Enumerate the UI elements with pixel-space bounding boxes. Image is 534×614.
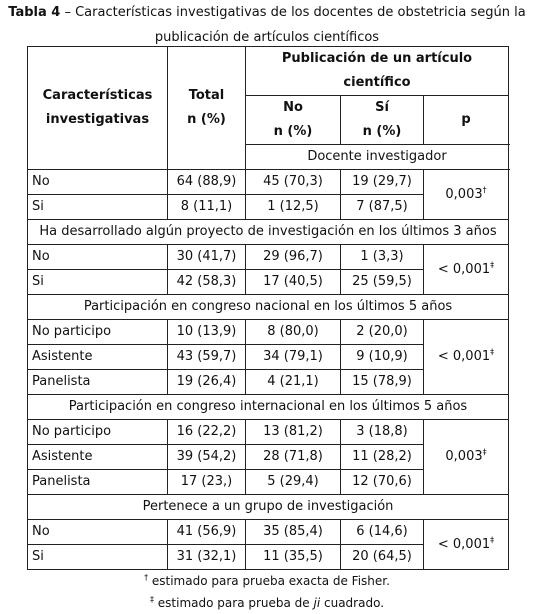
header-total-line-2: n (%)	[187, 112, 226, 127]
p-value-cell	[424, 170, 509, 220]
cell-total: 64 (88,9)	[168, 170, 246, 195]
row-label: No	[28, 245, 168, 270]
cell-total: 17 (23,)	[168, 470, 246, 495]
data-table	[27, 46, 509, 570]
section-title: Participación en congreso internacional en los últimos 5 años	[28, 395, 509, 420]
table-body	[28, 47, 509, 570]
cell-si: 19 (29,7)	[341, 170, 424, 195]
header-si-label: Sí	[375, 100, 389, 115]
cell-total: 10 (13,9)	[168, 320, 246, 345]
cell-no: 5 (29,4)	[246, 470, 341, 495]
cell-si: 3 (18,8)	[341, 420, 424, 445]
header-no-label: No	[283, 100, 303, 115]
cell-si: 6 (14,6)	[341, 520, 424, 545]
header-group-label: Publicación de un artículo científico	[281, 51, 473, 90]
table-row	[28, 320, 509, 345]
table-caption	[0, 0, 534, 50]
row-label: No	[28, 520, 168, 545]
p-value-mark: ‡	[490, 347, 495, 357]
p-value: < 0,001	[437, 261, 491, 277]
header-p-label: p	[461, 112, 471, 127]
section-row	[28, 220, 509, 245]
cell-total: 8 (11,1)	[168, 195, 246, 220]
p-value: < 0,001	[437, 349, 491, 364]
note-fisher	[0, 570, 534, 592]
row-label: Si	[28, 545, 168, 570]
note-fisher-text: estimado para prueba exacta de Fisher.	[148, 574, 390, 588]
caption-line-1	[0, 0, 534, 25]
cell-total: 16 (22,2)	[168, 420, 246, 445]
cell-si: 2 (20,0)	[341, 320, 424, 345]
header-p	[424, 96, 509, 145]
cell-total: 19 (26,4)	[168, 370, 246, 395]
row-label: Si	[28, 270, 168, 295]
section-row	[28, 495, 509, 520]
section-title: Ha desarrollado algún proyecto de investigación en los últimos 3 años	[28, 220, 509, 245]
section-row	[28, 395, 509, 420]
cell-total: 43 (59,7)	[168, 345, 246, 370]
row-label: No	[28, 170, 168, 195]
cell-si: 25 (59,5)	[341, 270, 424, 295]
p-value: 0,003	[445, 449, 483, 464]
cell-si: 9 (10,9)	[341, 345, 424, 370]
header-si	[341, 96, 424, 145]
cell-no: 28 (71,8)	[246, 445, 341, 470]
note-chi-mark: ‡	[149, 595, 154, 604]
p-value-cell	[424, 245, 509, 295]
p-value-cell	[424, 320, 509, 395]
header-total-line-1: Total	[188, 88, 225, 103]
p-value-mark: ‡	[490, 260, 495, 270]
row-label: Asistente	[28, 445, 168, 470]
cell-si: 20 (64,5)	[341, 545, 424, 570]
row-label: No participo	[28, 420, 168, 445]
cell-no: 17 (40,5)	[246, 270, 341, 295]
cell-si: 1 (3,3)	[341, 245, 424, 270]
table-notes	[0, 570, 534, 614]
header-characteristics-line-1: Características	[42, 88, 153, 103]
cell-no: 34 (79,1)	[246, 345, 341, 370]
header-characteristics	[28, 47, 168, 170]
section-row	[28, 295, 509, 320]
note-chi-pre: estimado para prueba de	[153, 596, 314, 610]
note-fisher-mark: †	[144, 573, 149, 582]
cell-si: 11 (28,2)	[341, 445, 424, 470]
caption-label: Tabla 4	[8, 5, 61, 20]
section-title: Docente investigador	[246, 145, 509, 170]
caption-dash: –	[60, 5, 76, 20]
header-no-npct: n (%)	[273, 124, 313, 139]
note-chi	[0, 592, 534, 614]
cell-total: 31 (32,1)	[168, 545, 246, 570]
cell-no: 8 (80,0)	[246, 320, 341, 345]
p-value-mark: ‡	[490, 535, 495, 545]
header-row-1	[28, 47, 509, 96]
cell-total: 30 (41,7)	[168, 245, 246, 270]
table-row	[28, 520, 509, 545]
row-label: Si	[28, 195, 168, 220]
p-value: < 0,001	[437, 536, 491, 552]
header-no	[246, 96, 341, 145]
cell-no: 35 (85,4)	[246, 520, 341, 545]
cell-no: 29 (96,7)	[246, 245, 341, 270]
table-row	[28, 170, 509, 195]
p-value-cell	[424, 420, 509, 495]
row-label: No participo	[28, 320, 168, 345]
cell-no: 4 (21,1)	[246, 370, 341, 395]
caption-text-1: Características investigativas de los docentes de obstetricia según la	[75, 5, 526, 20]
header-si-npct: n (%)	[362, 124, 402, 139]
row-label: Asistente	[28, 345, 168, 370]
header-total	[168, 47, 246, 170]
row-label: Panelista	[28, 470, 168, 495]
cell-no: 1 (12,5)	[246, 195, 341, 220]
section-title: Participación en congreso nacional en los últimos 5 años	[28, 295, 509, 320]
row-label: Panelista	[28, 370, 168, 395]
table-row	[28, 245, 509, 270]
p-value: 0,003	[445, 186, 483, 202]
cell-no: 45 (70,3)	[246, 170, 341, 195]
table-row	[28, 420, 509, 445]
cell-total: 42 (58,3)	[168, 270, 246, 295]
p-value-cell	[424, 520, 509, 570]
note-chi-post: cuadrado.	[320, 596, 385, 610]
section-title: Pertenece a un grupo de investigación	[28, 495, 509, 520]
note-chi-italic: ji	[313, 596, 321, 610]
p-value-mark: †	[482, 185, 487, 195]
cell-si: 15 (78,9)	[341, 370, 424, 395]
cell-no: 13 (81,2)	[246, 420, 341, 445]
p-value-mark: ‡	[482, 447, 487, 457]
cell-si: 12 (70,6)	[341, 470, 424, 495]
cell-total: 39 (54,2)	[168, 445, 246, 470]
cell-si: 7 (87,5)	[341, 195, 424, 220]
cell-no: 11 (35,5)	[246, 545, 341, 570]
caption-line-2: publicación de artículos científicos	[154, 30, 380, 45]
cell-total: 41 (56,9)	[168, 520, 246, 545]
header-characteristics-line-2: investigativas	[45, 112, 150, 127]
header-group	[246, 47, 509, 96]
